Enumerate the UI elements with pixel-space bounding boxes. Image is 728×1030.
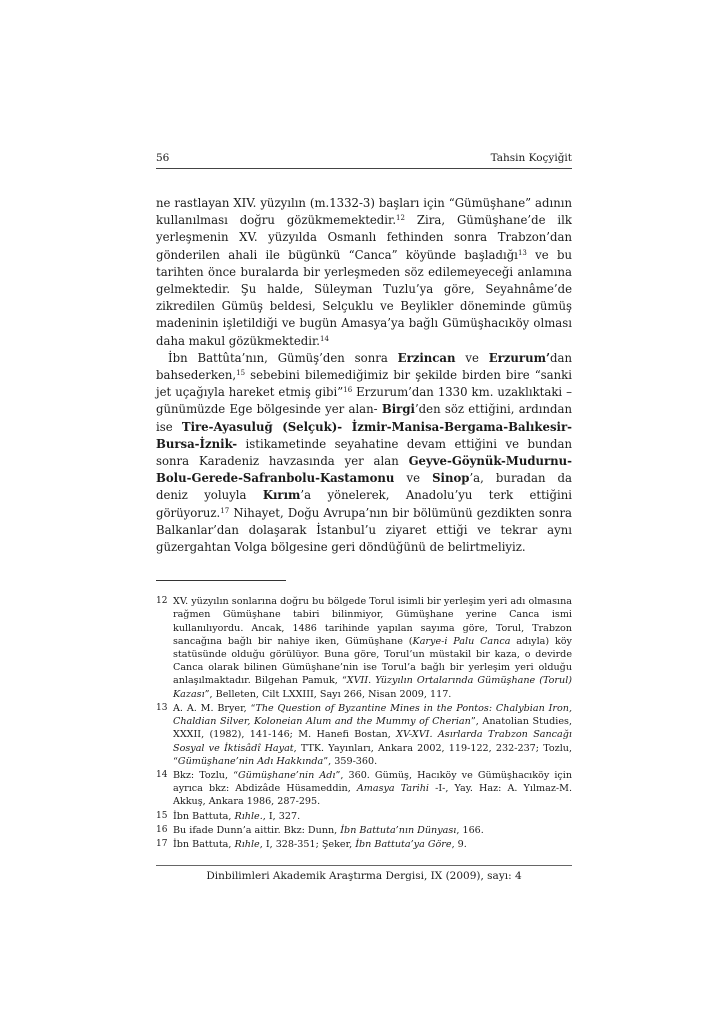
footnote-text: İbn Battuta, Rıhle., I, 327. (173, 810, 301, 822)
footnote-15 (156, 810, 572, 823)
footnote-16 (156, 824, 572, 837)
footnote-text: A. A. M. Bryer, “The Question of Byzantine Mines in the Pontos: Chalybian Iron, Chaldian Silver, Koloneian Alum and the Mummy of Cherian”, Anatolian Studies, XXXII, (1982), 141-146; M. Hanefi Bostan, XV-XVI. Asırlarda Trabzon Sancağı Sosyal ve İktisâdî Hayat, TTK. Yayınları, Ankara 2002, 119-122, 232-237; Tozlu, “Gümüşhane’nin Adı Hakkında”, 359-360. (173, 702, 572, 767)
place-name: Erzincan (397, 350, 456, 365)
place-name: Sinop (432, 471, 470, 486)
footnote-divider (156, 580, 286, 581)
place-name: Birgi (381, 402, 415, 417)
running-author: Tahsin Koçyiğit (490, 152, 572, 164)
footnote-number: 16 (156, 824, 168, 835)
footnote-14 (156, 769, 572, 809)
footnote-ref[interactable]: 12 (396, 214, 405, 223)
route-names: Tire-Ayasuluğ (Selçuk)- İzmir-Manisa-Bergama-Balıkesir-Bursa-İznik- (156, 419, 572, 451)
footnotes (156, 595, 572, 851)
footnote-text: Bu ifade Dunn’a aittir. Bkz: Dunn, İbn Battuta’nın Dünyası, 166. (173, 824, 484, 836)
footnote-number: 14 (156, 769, 168, 780)
footnote-12 (156, 595, 572, 701)
route-names: Geyve-Göynük-Mudurnu-Bolu-Gerede-Safranbolu-Kastamonu (156, 454, 572, 486)
footnote-number: 12 (156, 596, 168, 607)
footnote-ref[interactable]: 14 (320, 334, 329, 343)
document-page (156, 152, 572, 882)
journal-citation: Dinbilimleri Akademik Araştırma Dergisi, IX (2009), sayı: 4 (206, 870, 522, 883)
place-name: Erzurum’ (488, 350, 551, 365)
footnote-number: 17 (156, 838, 168, 849)
paragraph: ne rastlayan XIV. yüzyılın (m.1332-3) başları için “Gümüşhane” adının kullanılması doğru gözükmemektedir.$^{12}$ Zira, Gümüşhane’de ilk yerleşmenin XV. yüzyılda Osmanlı fethinden sonra Trabzon’dan gönderilen ahali ile bügünkü “Canca” köyünde başladığı$^{13}$ ve bu tarihten önce buralarda bir yerleşmeden söz edilemeyeceği anlamına gelmektedir. Şu halde, Süleyman Tuzlu’ya göre, Seyahnâme’de zikredilen Gümüş beldesi, Selçuklu ve Beylikler döneminde gümüş madeninin işletildiği ve bugün Amasya’ya bağlı Gümüşhacıköy olması daha makul gözükmektedir.$^{14}$ (156, 196, 572, 348)
place-name: Kırım (262, 488, 301, 503)
footnote-text: Bkz: Tozlu, “Gümüşhane’nin Adı”, 360. Gümüş, Hacıköy ve Gümüşhacıköy için ayrıca bkz: Abdizâde Hüsameddin, Amasya Tarihi -I-, Yay. Haz: A. Yılmaz-M. Akkuş, Ankara 1986, 287-295. (173, 769, 573, 808)
running-footer (156, 865, 572, 882)
footnote-13 (156, 702, 572, 768)
footnote-ref[interactable]: 17 (220, 506, 230, 515)
footnote-ref[interactable]: 15 (236, 369, 246, 378)
footnote-number: 15 (156, 810, 168, 821)
footnote-17 (156, 838, 572, 851)
body-text (156, 195, 572, 556)
footnote-ref[interactable]: 13 (517, 248, 527, 257)
running-header (156, 152, 572, 169)
footnote-number: 13 (156, 702, 168, 713)
footnote-ref[interactable]: 16 (343, 386, 353, 395)
footnote-text: XV. yüzyılın sonlarına doğru bu bölgede Torul isimli bir yerleşim yeri adı olmasına rağmen Gümüşhane tabiri bilinmiyor, Gümüşhane yerine Canca ismi kullanılıyordu. Ancak, 1486 tarihinde yapılan sayıma göre, Torul, Trabzon sancağına bağlı bir nahiye iken, Gümüşhane (Karye-i Palu Canca adıyla) köy statüsünde olduğu görülüyor. Buna göre, Torul’un müstakil bir kaza, o devirde Canca olarak bilinen Gümüşhane’nin ise Torul’a bağlı bir yerleşim yeri olduğu anlaşılmaktadır. Bilgehan Pamuk, “XVII. Yüzyılın Ortalarında Gümüşhane (Torul) Kazası”, Belleten, Cilt LXXIII, Sayı 266, Nisan 2009, 117. (173, 596, 572, 700)
footnote-text: İbn Battuta, Rıhle, I, 328-351; Şeker, İbn Battuta’ya Göre, 9. (173, 838, 467, 850)
paragraph: İbn Battûta’nın, Gümüş’den sonra Erzincan ve Erzurum’dan bahsederken,$^{15}$ sebebini bilemediğimiz bir şekilde birden bire “sanki jet uçağıyla hareket etmiş gibi”$^{16}$ Erzurum’dan 1330 km. uzaklıktaki –günümüzde Ege bölgesinde yer alan- Birgi’den söz ettiğini, ardından ise Tire-Ayasuluğ (Selçuk)- İzmir-Manisa-Bergama-Balıkesir-Bursa-İznik- istikametinde seyahatine devam ettiğini ve bundan sonra Karadeniz havzasında yer alan Geyve-Göynük-Mudurnu-Bolu-Gerede-Safranbolu-Kastamonu ve Sinop’a, buradan da deniz yoluyla Kırım’a yönelerek, Anadolu’yu terk ettiğini görüyoruz.$^{17}$ Nihayet, Doğu Avrupa’nın bir bölümünü gezdikten sonra Balkanlar’dan dolaşarak İstanbul’u ziyaret ettiği ve tekrar aynı güzergahtan Volga bölgesine geri döndüğünü de belirtmeliyiz. (156, 350, 573, 555)
page-number: 56 (156, 152, 170, 164)
